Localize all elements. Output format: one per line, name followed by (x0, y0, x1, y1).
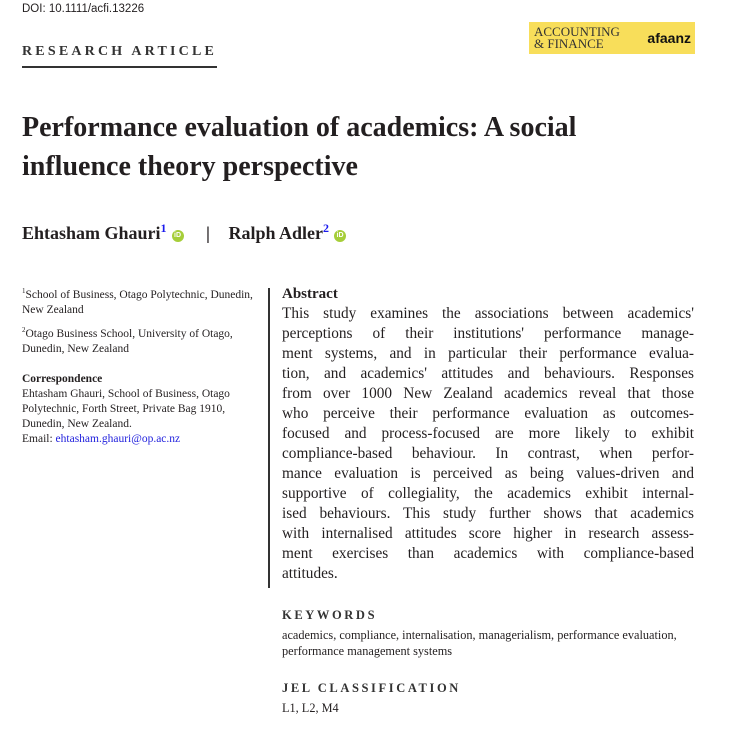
abstract-line: compliance-based behaviour. In contrast, when perfor- (282, 445, 694, 462)
jel-heading: JEL CLASSIFICATION (282, 681, 461, 695)
email-link[interactable]: ehtasham.ghauri@op.ac.nz (55, 432, 181, 445)
abstract-line: This study examines the associations between academics' (282, 305, 694, 322)
logo-line1: ACCOUNTING (534, 24, 620, 39)
author-name[interactable]: Ralph Adler (228, 223, 324, 243)
abstract-line: attitudes. (282, 565, 338, 582)
abstract-line: supportive of collegiality, the academics exhibit internal- (282, 485, 694, 502)
abstract-body (282, 304, 694, 584)
affiliation-ref[interactable]: 1 (160, 221, 167, 235)
email-label: Email: (22, 432, 56, 445)
abstract-line: ment exercises than academics with compliance-based (282, 545, 694, 562)
doi: DOI: 10.1111/acfi.13226 (22, 3, 145, 15)
affiliations-panel (22, 284, 262, 447)
orcid-icon[interactable]: iD (334, 230, 346, 242)
divider (268, 288, 270, 588)
article-type: RESEARCH ARTICLE (22, 44, 217, 68)
keywords-heading: KEYWORDS (282, 608, 378, 622)
orcid-icon[interactable]: iD (172, 230, 184, 242)
affiliation: $^1$School of Business, Otago Polytechnic, Dunedin, New Zealand (22, 287, 253, 316)
abstract-heading: Abstract (282, 286, 338, 302)
keywords-text: academics, compliance, internalisation, managerialism, performance evaluation, performance management systems (282, 628, 677, 658)
abstract-line: ment systems, and in particular their performance evalua- (282, 345, 694, 362)
abstract-line: tion, and academics' attitudes and behaviours. Responses (282, 365, 694, 382)
abstract-line: mance evaluation is perceived as being values-driven and (282, 465, 694, 482)
author-list (22, 221, 346, 244)
abstract-line: perceptions of their institutions' performance manage- (282, 325, 694, 342)
abstract-line: from over 1000 New Zealand academics reveal that those (282, 385, 694, 402)
correspondence-heading: Correspondence (22, 372, 103, 385)
abstract-section (282, 285, 694, 716)
author-name[interactable]: Ehtasham Ghauri (22, 223, 161, 243)
publisher-logo: afaanz (647, 30, 691, 46)
journal-logo (529, 22, 695, 54)
correspondence-text: Ehtasham Ghauri, School of Business, Otago Polytechnic, Forth Street, Private Bag 1910, Dunedin, New Zealand. (22, 387, 230, 430)
author-separator: | (206, 223, 211, 243)
abstract-line: with internalised attitudes score higher in research assess- (282, 525, 694, 542)
affiliation-ref[interactable]: 2 (323, 221, 330, 235)
logo-line2: & FINANCE (534, 36, 604, 51)
jel-text: L1, L2, M4 (282, 701, 339, 715)
abstract-line: focused and process-focused are more likely to exhibit (282, 425, 694, 442)
abstract-line: who perceive their performance evaluation as outcomes- (282, 405, 694, 422)
article-title: Performance evaluation of academics: A social influence theory perspective (22, 112, 577, 182)
affiliation: $^2$Otago Business School, University of Otago, Dunedin, New Zealand (22, 325, 233, 355)
abstract-line: ised behaviours. This study further shows that academics (282, 505, 694, 522)
